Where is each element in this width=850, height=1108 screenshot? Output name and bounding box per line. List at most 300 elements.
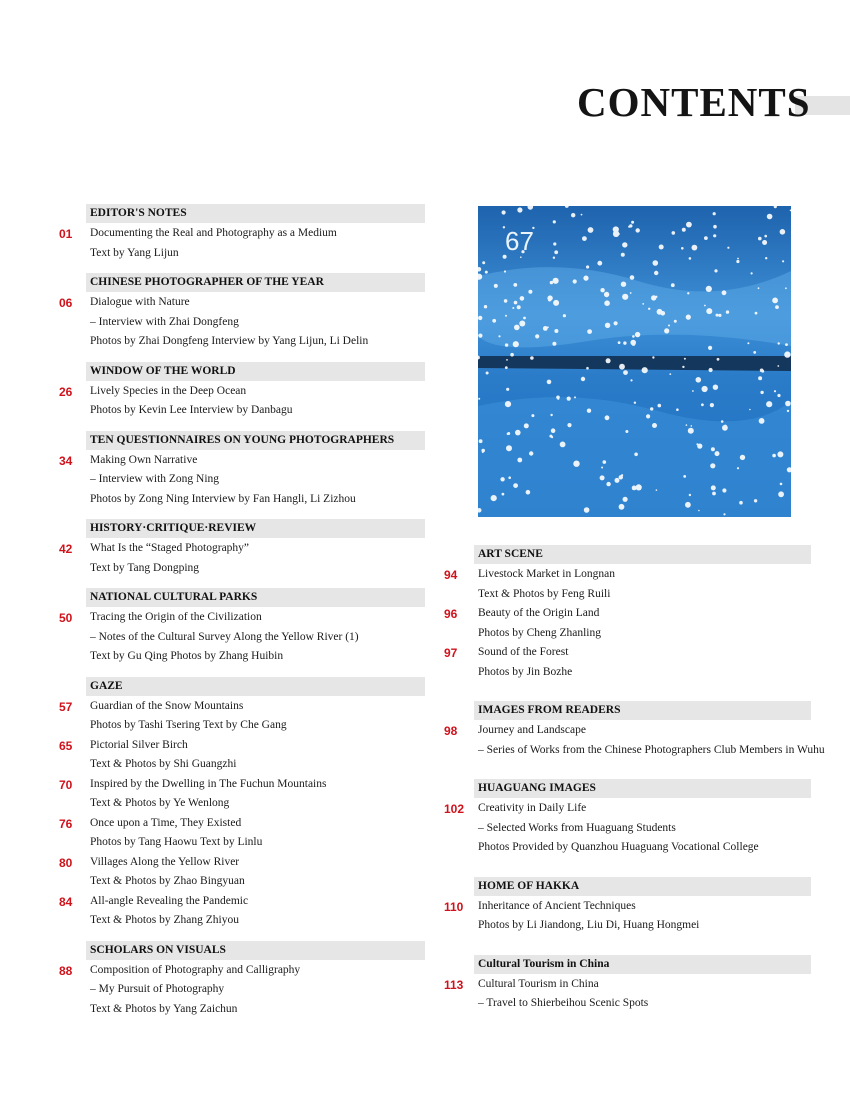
snowflake-dot <box>664 328 669 333</box>
snowflake-dot <box>520 296 525 301</box>
contents-entry[interactable] <box>0 897 850 936</box>
snowflake-dot <box>761 370 764 373</box>
snowflake-dot <box>530 356 534 360</box>
article-credit: – Notes of the Cultural Survey Along the Yellow River (1) <box>90 630 359 643</box>
snowflake-dot <box>687 292 689 294</box>
snowflake-dot <box>557 398 559 400</box>
article-credit: Text & Photos by Ye Wenlong <box>90 797 230 809</box>
snowflake-dot <box>753 351 756 354</box>
snowflake-dot <box>563 314 566 317</box>
snowflake-dot <box>758 237 762 241</box>
snowflake-dot <box>778 491 784 497</box>
snowflake-dot <box>535 334 539 338</box>
contents-entry[interactable] <box>0 451 430 510</box>
section-header: CHINESE PHOTOGRAPHER OF THE YEAR <box>86 273 425 292</box>
snowflake-dot <box>554 329 558 333</box>
contents-section <box>0 273 430 352</box>
section-spacer <box>0 509 430 519</box>
snowflake-dot <box>737 467 739 469</box>
snowflake-dot <box>552 342 556 346</box>
snowflake-dot <box>515 430 521 436</box>
page-number: 98 <box>444 724 458 738</box>
cover-image <box>478 206 791 517</box>
article-credit: Text & Photos by Zhao Bingyuan <box>90 875 245 887</box>
contents-section <box>0 877 850 936</box>
snowflake-dot <box>600 288 604 292</box>
contents-right-column <box>0 545 850 1014</box>
snowflake-dot <box>567 397 571 401</box>
article-credit: Text & Photos by Yang Zaichun <box>90 1002 238 1015</box>
page-number: 110 <box>444 899 464 914</box>
snowflake-dot <box>765 257 767 259</box>
snowflake-dot <box>758 376 762 380</box>
snowflake-dot <box>551 428 556 433</box>
article-credit: Text by Tang Dongping <box>90 561 200 574</box>
snowflake-dot <box>500 477 504 481</box>
snowflake-dot <box>523 317 526 320</box>
article-title: All-angle Revealing the Pandemic <box>90 894 249 907</box>
snowflake-dot <box>684 358 686 360</box>
snowflake-dot <box>510 353 514 357</box>
article-credit: Text & Photos by Feng Ruili <box>478 587 611 600</box>
snowflake-dot <box>692 245 698 251</box>
contents-entry[interactable] <box>0 975 850 1014</box>
article-credit: Photos by Zhai Dongfeng Interview by Yang Lijun, Li Delin <box>90 335 369 347</box>
snowflake-dot <box>618 341 621 344</box>
contents-entry[interactable] <box>0 224 430 263</box>
section-spacer <box>0 352 430 362</box>
snowflake-dot <box>588 227 594 233</box>
snowflake-dot <box>517 458 522 463</box>
article-title: Lively Species in the Deep Ocean <box>90 384 247 397</box>
snowflake-dot <box>682 366 684 368</box>
snowflake-dot <box>529 451 533 455</box>
article-credit: Text by Gu Qing Photos by Zhang Huibin <box>90 650 284 662</box>
contents-entry[interactable] <box>0 293 430 352</box>
article-credit: Text & Photos by Zhang Zhiyou <box>90 914 240 926</box>
article-credit: – My Pursuit of Photography <box>90 983 225 995</box>
section-header: GAZE <box>86 677 425 696</box>
snowflake-dot <box>747 342 749 344</box>
snowflake-dot <box>722 290 727 295</box>
page-number: 102 <box>444 802 465 816</box>
snowflake-dot <box>621 474 623 476</box>
snowflake-dot <box>780 483 783 486</box>
section-entries <box>0 721 850 760</box>
page-number: 88 <box>59 963 73 978</box>
snowflake-dot <box>650 407 653 410</box>
snowflake-dot <box>507 432 510 435</box>
snowflake-dot <box>668 325 670 327</box>
section-entries <box>0 451 430 510</box>
snowflake-dot <box>702 386 708 392</box>
snowflake-dot <box>711 485 716 490</box>
snowflake-dot <box>519 321 525 327</box>
contents-section <box>0 779 850 858</box>
snowflake-dot <box>785 401 791 407</box>
snowflake-dot <box>653 260 659 266</box>
article-title: Documenting the Real and Photography as a Medium <box>90 227 337 239</box>
snowflake-dot <box>486 372 489 375</box>
section-spacer <box>0 760 850 779</box>
contents-entry[interactable] <box>0 799 850 858</box>
snowflake-dot <box>751 272 753 274</box>
article-credit: Photos by Cheng Zhanling <box>478 626 601 639</box>
snowflake-dot <box>614 321 618 325</box>
snowflake-dot <box>505 343 508 346</box>
snowflake-dot <box>604 300 610 306</box>
page-number: 96 <box>444 607 458 621</box>
snowflake-dot <box>782 260 784 262</box>
snowflake-dot <box>758 287 760 289</box>
snowflake-dot <box>764 235 767 238</box>
page-number: 50 <box>59 611 73 625</box>
snowflake-dot <box>504 299 508 303</box>
article-title: Composition of Photography and Calligraphy <box>90 963 301 976</box>
snowflake-dot <box>778 342 780 344</box>
contents-section <box>0 431 430 510</box>
section-entries <box>0 382 430 421</box>
snowflake-dot <box>772 298 778 304</box>
article-credit: Text by Yang Lijun <box>90 246 179 259</box>
snowflake-dot <box>630 379 632 381</box>
section-spacer <box>0 858 850 877</box>
snowflake-dot <box>606 482 610 486</box>
snowflake-dot <box>766 401 772 407</box>
snowflake-dot <box>547 380 552 385</box>
article-title: Inspired by the Dwelling in The Fuchun Mountains <box>90 777 327 790</box>
snowflake-dot <box>573 461 579 467</box>
snowflake-dot <box>547 326 549 328</box>
snowflake-dot <box>681 247 684 250</box>
article-title: Livestock Market in Longnan <box>478 568 616 580</box>
snowflake-dot <box>505 401 511 407</box>
snowflake-dot <box>676 408 679 411</box>
snowflake-dot <box>491 495 497 501</box>
page-number: 06 <box>59 296 73 310</box>
snowflake-dot <box>709 368 713 372</box>
snowflake-dot <box>605 415 610 420</box>
snowflake-dot <box>648 308 650 310</box>
snowflake-dot <box>780 229 786 235</box>
snowflake-dot <box>601 467 603 469</box>
snowflake-dot <box>517 207 522 212</box>
article-credit: – Series of Works from the Chinese Photographers Club Members in Wuhu <box>478 743 825 756</box>
snowflake-dot <box>606 358 611 363</box>
contents-entry[interactable] <box>0 721 850 760</box>
snowflake-dot <box>623 497 628 502</box>
snowflake-dot <box>586 265 589 268</box>
snowflake-dot <box>635 332 640 337</box>
snowflake-dot <box>526 490 531 495</box>
snowflake-dot <box>714 269 717 272</box>
snowflake-dot <box>619 504 625 510</box>
snowflake-dot <box>711 447 715 451</box>
snowflake-dot <box>708 346 712 350</box>
snowflake-dot <box>721 420 724 423</box>
snowflake-dot <box>760 391 763 394</box>
snowflake-dot <box>755 312 758 315</box>
page-number: 84 <box>59 894 73 909</box>
snowflake-dot <box>514 325 520 331</box>
snowflake-dot <box>713 212 716 215</box>
snowflake-dot <box>484 305 487 308</box>
article-credit: Photos by Tashi Tsering Text by Che Gang <box>90 719 287 731</box>
snowflake-dot <box>686 315 691 320</box>
contents-section <box>0 701 850 760</box>
cover-issue-number: 67 <box>505 226 534 256</box>
snowflake-dot <box>657 309 663 315</box>
page-number: 80 <box>59 855 73 870</box>
contents-section <box>0 545 850 682</box>
section-header: HUAGUANG IMAGES <box>474 779 811 798</box>
snowflake-dot <box>674 320 677 323</box>
page-number: 70 <box>59 777 73 792</box>
article-title: What Is the “Staged Photography” <box>90 542 250 554</box>
snowflake-dot <box>686 424 688 426</box>
snowflake-dot <box>630 275 635 280</box>
snowflake-dot <box>710 463 715 468</box>
article-title: Sound of the Forest <box>478 646 569 658</box>
snowflake-dot <box>654 271 658 275</box>
section-header: WINDOW OF THE WORLD <box>86 362 425 381</box>
article-title: Dialogue with Nature <box>90 296 190 308</box>
snowflake-dot <box>513 341 519 347</box>
article-title: Journey and Landscape <box>478 724 586 736</box>
section-header: TEN QUESTIONNAIRES ON YOUNG PHOTOGRAPHERS <box>86 431 425 450</box>
snowflake-dot <box>632 335 635 338</box>
snowflake-dot <box>634 402 636 404</box>
article-title: Inheritance of Ancient Techniques <box>478 899 636 912</box>
snowflake-dot <box>619 364 625 370</box>
section-entries <box>0 799 850 858</box>
snowflake-dot <box>777 451 783 457</box>
section-entries <box>0 565 850 682</box>
snowflake-dot <box>685 502 691 508</box>
snowflake-dot <box>625 430 628 433</box>
snowflake-dot <box>706 286 712 292</box>
article-credit: – Interview with Zong Ning <box>90 473 220 485</box>
snowflake-dot <box>688 428 694 434</box>
snowflake-dot <box>553 278 559 284</box>
section-header: HISTORY·CRITIQUE·REVIEW <box>86 519 425 538</box>
snowflake-dot <box>652 423 657 428</box>
snowflake-dot <box>772 454 776 458</box>
article-title: Making Own Narrative <box>90 453 198 466</box>
snowflake-dot <box>485 271 488 274</box>
section-header: Cultural Tourism in China <box>474 955 811 974</box>
snowflake-dot <box>710 403 714 407</box>
snowflake-dot <box>713 225 717 229</box>
article-title: Creativity in Daily Life <box>478 802 587 814</box>
contents-entry[interactable] <box>0 643 850 682</box>
snowflake-dot <box>597 261 602 266</box>
article-title: Cultural Tourism in China <box>478 977 599 990</box>
snowflake-dot <box>600 475 605 480</box>
snowflake-dot <box>787 410 789 412</box>
snowflake-dot <box>727 247 729 249</box>
snowflake-dot <box>505 315 507 317</box>
snowflake-dot <box>704 305 706 307</box>
snowflake-dot <box>553 220 556 223</box>
snowflake-dot <box>482 451 484 453</box>
snowflake-dot <box>492 319 496 323</box>
page-number: 42 <box>59 542 73 556</box>
snowflake-dot <box>628 226 630 228</box>
snowflake-dot <box>622 294 628 300</box>
article-credit: Photos by Zong Ning Interview by Fan Hangli, Li Zizhou <box>90 492 356 505</box>
snowflake-dot <box>777 365 779 367</box>
snowflake-dot <box>775 305 779 309</box>
snowflake-dot <box>696 377 702 383</box>
page-number: 34 <box>59 453 73 468</box>
snowflake-dot <box>683 475 686 478</box>
snowflake-dot <box>505 366 508 369</box>
snowflake-dot <box>659 245 664 250</box>
snowflake-dot <box>514 301 518 305</box>
snowflake-dot <box>513 483 518 488</box>
article-credit: Photos by Kevin Lee Interview by Danbagu <box>90 404 293 416</box>
article-title: Once upon a Time, They Existed <box>90 816 242 829</box>
snowflake-dot <box>739 501 743 505</box>
snowflake-dot <box>722 425 728 431</box>
page-number: 76 <box>59 816 73 831</box>
snowflake-dot <box>652 356 654 358</box>
snowflake-dot <box>689 494 691 496</box>
snowflake-dot <box>785 287 787 289</box>
snowflake-dot <box>767 214 773 220</box>
snowflake-dot <box>548 298 551 301</box>
snowflake-dot <box>512 307 514 309</box>
snowflake-dot <box>506 388 509 391</box>
snowflake-dot <box>686 222 692 228</box>
snowflake-dot <box>615 478 620 483</box>
snowflake-dot <box>697 444 702 449</box>
snowflake-dot <box>504 270 506 272</box>
snowflake-dot <box>508 476 511 479</box>
snowflake-dot <box>634 453 638 457</box>
snowflake-dot <box>550 414 552 416</box>
section-entries <box>0 897 850 936</box>
snowflake-dot <box>506 359 508 361</box>
contents-section <box>0 955 850 1014</box>
snowflake-dot <box>528 290 532 294</box>
snowflake-dot <box>716 314 719 317</box>
snowflake-dot <box>736 260 739 263</box>
snowflake-dot <box>704 236 708 240</box>
snowflake-dot <box>713 385 718 390</box>
snowflake-dot <box>494 284 498 288</box>
snowflake-dot <box>636 484 642 490</box>
contents-section <box>0 362 430 421</box>
snowflake-dot <box>543 326 548 331</box>
section-header: SCHOLARS ON VISUALS <box>86 941 425 960</box>
article-credit: Photos by Li Jiandong, Liu Di, Huang Hongmei <box>478 919 700 931</box>
snowflake-dot <box>479 439 483 443</box>
snowflake-dot <box>502 493 505 496</box>
snowflake-dot <box>723 513 725 515</box>
snowflake-dot <box>737 258 739 260</box>
page-title: CONTENTS <box>577 79 811 125</box>
snowflake-dot <box>717 358 720 361</box>
snowflake-dot <box>623 370 628 375</box>
snowflake-dot <box>571 213 575 217</box>
snowflake-dot <box>604 292 609 297</box>
snowflake-dot <box>671 283 675 287</box>
snowflake-dot <box>712 492 716 496</box>
snowflake-dot <box>636 228 640 232</box>
snowflake-dot <box>754 499 757 502</box>
snowflake-dot <box>718 314 721 317</box>
section-entries <box>0 975 850 1014</box>
snowflake-dot <box>621 282 626 287</box>
snowflake-dot <box>478 334 482 338</box>
page-number: 97 <box>444 646 458 660</box>
snowflake-dot <box>642 367 648 373</box>
snowflake-dot <box>689 257 692 260</box>
snowflake-dot <box>691 425 693 427</box>
snowflake-dot <box>553 300 559 306</box>
snowflake-dot <box>581 214 583 216</box>
contents-entry[interactable] <box>0 565 850 604</box>
snowflake-dot <box>631 221 634 224</box>
snowflake-dot <box>502 210 506 214</box>
snowflake-dot <box>672 231 676 235</box>
contents-entry[interactable] <box>0 382 430 421</box>
section-entries <box>0 293 430 352</box>
snowflake-dot <box>777 394 780 397</box>
article-credit: Photos by Tang Haowu Text by Linlu <box>90 836 263 848</box>
article-title: Tracing the Origin of the Civilization <box>90 611 262 623</box>
snowflake-dot <box>582 236 587 241</box>
snowflake-dot <box>574 396 576 398</box>
snowflake-dot <box>658 404 662 408</box>
snowflake-dot <box>517 305 521 309</box>
snowflake-dot <box>623 341 626 344</box>
snowflake-dot <box>774 390 776 392</box>
section-header: EDITOR'S NOTES <box>86 204 425 223</box>
snowflake-dot <box>506 445 512 451</box>
snowflake-dot <box>587 329 592 334</box>
snowflake-dot <box>584 507 590 513</box>
article-credit: – Selected Works from Huaguang Students <box>478 821 676 834</box>
snowflake-dot <box>762 240 767 245</box>
snowflake-dot <box>524 423 529 428</box>
snowflake-dot <box>621 253 625 257</box>
snowflake-dot <box>785 343 788 346</box>
snowflake-dot <box>642 303 644 305</box>
snowflake-dot <box>656 489 658 491</box>
contents-entry[interactable] <box>0 604 850 643</box>
snowflake-dot <box>586 367 589 370</box>
snowflake-dot <box>583 276 588 281</box>
article-credit: – Interview with Zhai Dongfeng <box>90 315 239 328</box>
snowflake-dot <box>573 279 577 283</box>
section-header: NATIONAL CULTURAL PARKS <box>86 588 425 607</box>
snowflake-dot <box>560 442 566 448</box>
snowflake-dot <box>713 234 716 237</box>
snowflake-dot <box>603 460 607 464</box>
snowflake-dot <box>531 414 534 417</box>
section-entries <box>0 224 430 263</box>
snowflake-dot <box>478 398 480 400</box>
article-title: Villages Along the Yellow River <box>90 855 240 868</box>
section-header: HOME OF HAKKA <box>474 877 811 896</box>
snowflake-dot <box>706 308 712 314</box>
page-number: 113 <box>444 977 464 992</box>
snowflake-dot <box>613 226 619 232</box>
contents-section <box>0 204 430 263</box>
